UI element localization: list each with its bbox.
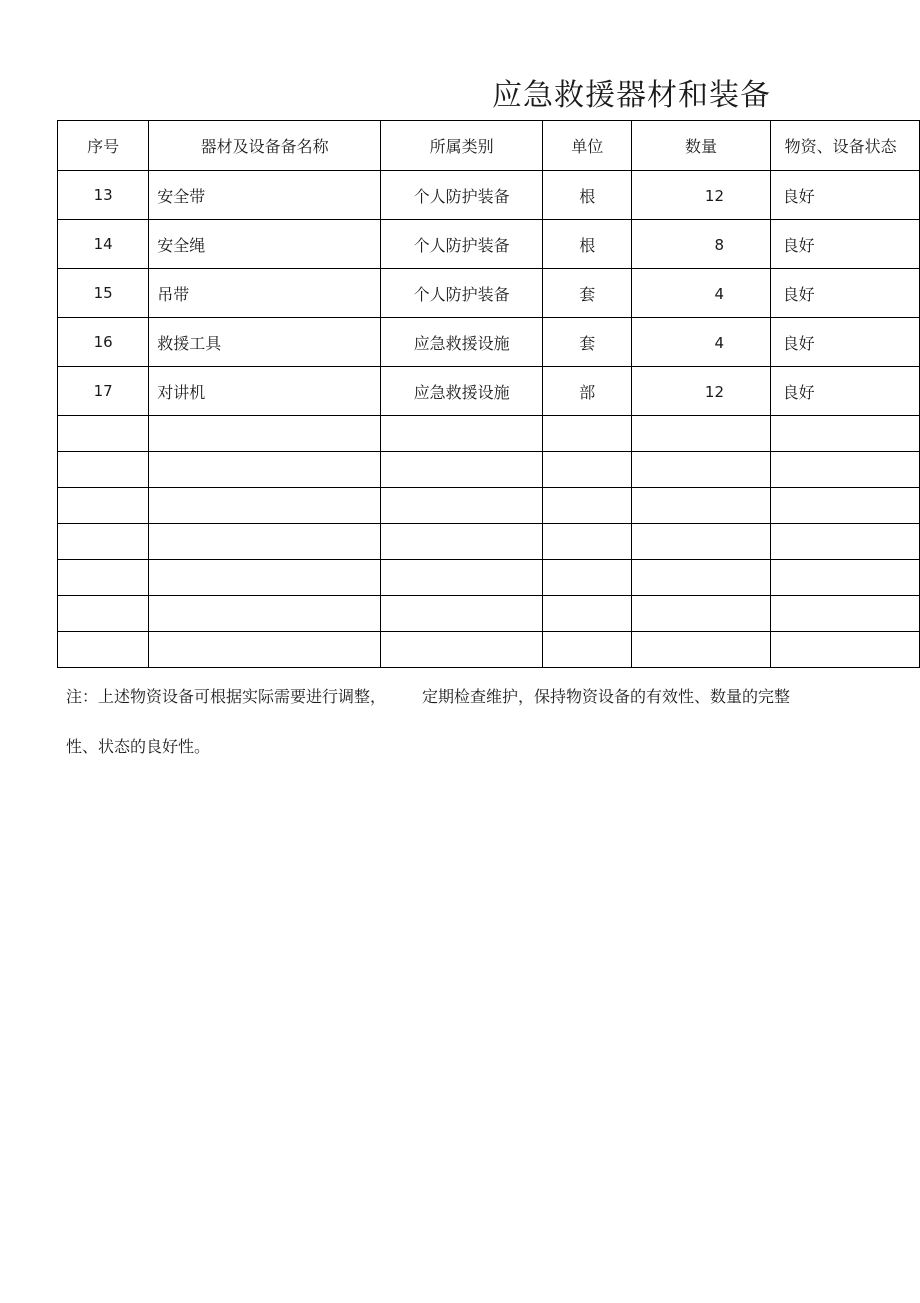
cell-no: 13: [58, 171, 149, 220]
table-row: [58, 220, 920, 269]
cell-qty-wrap: [632, 269, 770, 318]
cell-status: 良好: [770, 318, 919, 367]
empty-row: [58, 524, 920, 560]
empty-row: [58, 560, 920, 596]
header-name: 器材及设备备名称: [149, 121, 381, 171]
cell-qty-wrap: [632, 318, 770, 367]
empty-row: [58, 452, 920, 488]
note-line-2: 性、状态的良好性。: [66, 737, 211, 756]
empty-cell: [149, 416, 381, 452]
empty-cell: [149, 632, 381, 668]
cell-unit: 根: [543, 220, 632, 269]
table-row: [58, 269, 920, 318]
header-unit: 单位: [543, 121, 632, 171]
cell-category: 应急救援设施: [381, 318, 543, 367]
empty-cell: [58, 596, 149, 632]
empty-cell: [770, 632, 919, 668]
empty-cell: [381, 524, 543, 560]
table-row: [58, 171, 920, 220]
note-part-1: 注：上述物资设备可根据实际需要进行调整，: [66, 687, 387, 706]
note-line-1: [66, 684, 790, 707]
note-part-2: 定期检查维护，保持物资设备的有效性、数量的完整: [422, 687, 791, 706]
empty-cell: [58, 632, 149, 668]
empty-cell: [58, 524, 149, 560]
empty-cell: [770, 488, 919, 524]
cell-category: 个人防护装备: [381, 171, 543, 220]
empty-cell: [543, 416, 632, 452]
cell-status: 良好: [770, 171, 919, 220]
cell-qty: 12: [704, 382, 725, 401]
cell-qty: 4: [714, 284, 725, 303]
header-category: 所属类别: [381, 121, 543, 171]
empty-cell: [770, 560, 919, 596]
cell-status: 良好: [770, 367, 919, 416]
header-no: 序号: [58, 121, 149, 171]
cell-unit: 根: [543, 171, 632, 220]
cell-no: 14: [58, 220, 149, 269]
empty-cell: [543, 560, 632, 596]
empty-cell: [770, 524, 919, 560]
empty-row: [58, 488, 920, 524]
empty-row: [58, 416, 920, 452]
cell-unit: 套: [543, 318, 632, 367]
cell-qty-wrap: [632, 220, 770, 269]
empty-cell: [381, 596, 543, 632]
cell-name: 救援工具: [149, 318, 381, 367]
empty-cell: [632, 416, 770, 452]
empty-cell: [770, 416, 919, 452]
cell-no: 16: [58, 318, 149, 367]
cell-name: 吊带: [149, 269, 381, 318]
cell-unit: 套: [543, 269, 632, 318]
empty-cell: [632, 452, 770, 488]
empty-cell: [58, 416, 149, 452]
cell-qty-wrap: [632, 367, 770, 416]
cell-status: 良好: [770, 269, 919, 318]
empty-cell: [149, 488, 381, 524]
empty-cell: [632, 560, 770, 596]
empty-cell: [770, 596, 919, 632]
empty-cell: [381, 452, 543, 488]
empty-cell: [149, 524, 381, 560]
empty-cell: [632, 632, 770, 668]
cell-qty-wrap: [632, 171, 770, 220]
empty-cell: [632, 488, 770, 524]
header-status: 物资、设备状态: [770, 121, 919, 171]
empty-cell: [149, 452, 381, 488]
table-header-row: [58, 121, 920, 171]
cell-category: 个人防护装备: [381, 220, 543, 269]
empty-cell: [543, 452, 632, 488]
empty-cell: [543, 488, 632, 524]
empty-cell: [58, 560, 149, 596]
empty-cell: [632, 524, 770, 560]
cell-qty: 4: [714, 333, 725, 352]
cell-qty: 12: [704, 186, 725, 205]
empty-cell: [770, 452, 919, 488]
cell-no: 15: [58, 269, 149, 318]
empty-cell: [632, 596, 770, 632]
table-row: [58, 367, 920, 416]
empty-cell: [58, 488, 149, 524]
equipment-table: [57, 120, 920, 668]
table-row: [58, 318, 920, 367]
cell-name: 安全绳: [149, 220, 381, 269]
empty-cell: [543, 632, 632, 668]
cell-name: 安全带: [149, 171, 381, 220]
page-title: 应急救援器材和装备: [492, 78, 771, 113]
empty-cell: [381, 632, 543, 668]
empty-cell: [149, 560, 381, 596]
empty-cell: [381, 560, 543, 596]
cell-status: 良好: [770, 220, 919, 269]
cell-unit: 部: [543, 367, 632, 416]
empty-row: [58, 596, 920, 632]
header-qty: 数量: [632, 121, 770, 171]
cell-category: 应急救援设施: [381, 367, 543, 416]
empty-cell: [58, 452, 149, 488]
empty-cell: [149, 596, 381, 632]
cell-qty: 8: [714, 235, 725, 254]
empty-cell: [381, 416, 543, 452]
cell-category: 个人防护装备: [381, 269, 543, 318]
empty-cell: [543, 596, 632, 632]
empty-row: [58, 632, 920, 668]
empty-cell: [381, 488, 543, 524]
cell-no: 17: [58, 367, 149, 416]
empty-cell: [543, 524, 632, 560]
cell-name: 对讲机: [149, 367, 381, 416]
